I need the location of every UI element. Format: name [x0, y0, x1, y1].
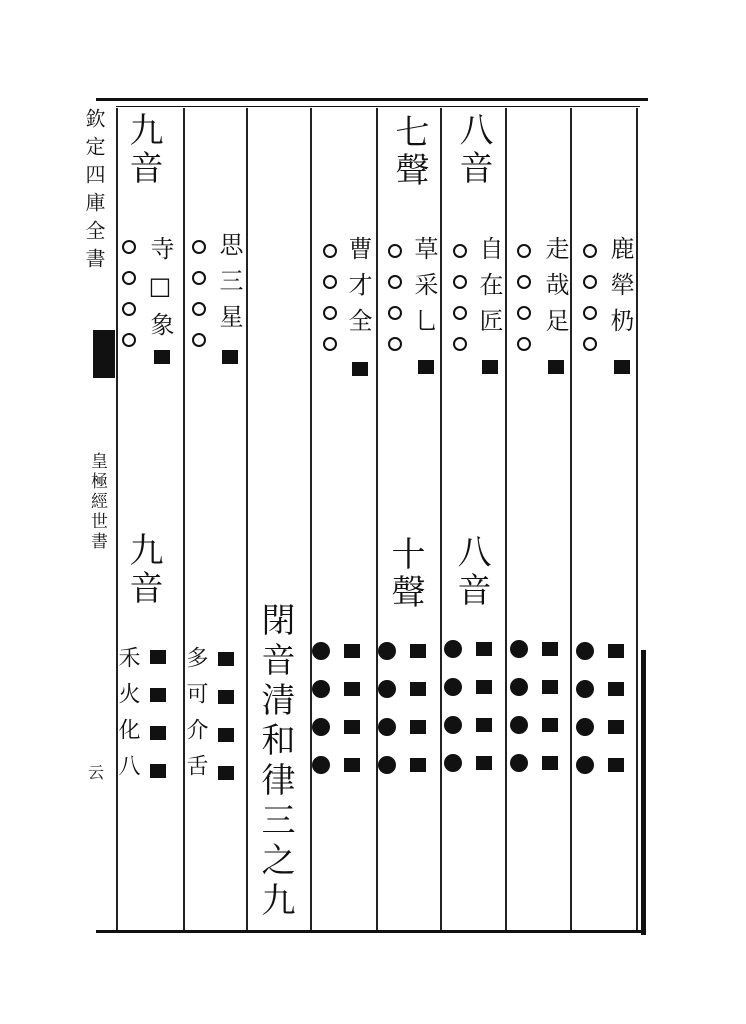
upper-heading-col6: 八音: [453, 112, 493, 188]
upper-heading-col5: 七聲: [389, 114, 429, 190]
square-mark: [344, 644, 360, 658]
square-mark: [410, 758, 426, 772]
square-mark-col8: [614, 360, 630, 374]
column-divider: [246, 108, 248, 930]
column-divider: [376, 108, 378, 930]
grid-lower-col6: [444, 640, 492, 772]
open-circle: [323, 244, 337, 258]
filled-circle: [510, 754, 528, 772]
filled-circle: [576, 680, 594, 698]
filled-circle: [378, 642, 396, 660]
square-mark: [410, 720, 426, 734]
square-mark-col1: [154, 350, 170, 364]
open-circle: [388, 337, 402, 351]
square-mark: [410, 682, 426, 696]
square-mark: [218, 652, 234, 666]
filled-circle: [576, 718, 594, 736]
open-circle: [517, 306, 531, 320]
open-circle: [583, 244, 597, 258]
open-circle: [453, 244, 467, 258]
lower-heading-col5: 十聲: [385, 536, 425, 612]
square-mark: [542, 642, 558, 656]
filled-circle: [312, 642, 330, 660]
column-divider: [570, 108, 572, 930]
square-mark: [608, 720, 624, 734]
column-divider: [505, 108, 507, 930]
circles-col4: [323, 244, 337, 351]
section-title: 皇極經世書: [87, 452, 107, 552]
circles-col7: [517, 244, 531, 351]
square-mark: [410, 644, 426, 658]
open-circle: [388, 244, 402, 258]
circles-col1: [122, 240, 136, 347]
open-circle: [517, 244, 531, 258]
glyphs-col5: 草采乚: [410, 236, 438, 344]
open-circle: [388, 306, 402, 320]
column-divider: [440, 108, 442, 930]
circles-col8: [583, 244, 597, 351]
square-mark: [344, 720, 360, 734]
glyphs-col1: 寺□象: [146, 236, 174, 348]
square-mark-col4: [352, 362, 368, 376]
glyphs-lower-col1: 禾火化八: [115, 646, 140, 790]
open-circle: [122, 333, 136, 347]
filled-circle: [444, 640, 462, 658]
filled-circle: [312, 718, 330, 736]
grid-lower-col5: [378, 642, 426, 774]
lower-heading-col1: 九音: [123, 532, 163, 608]
square-mark: [608, 758, 624, 772]
squares-lower-col1: [150, 650, 166, 778]
square-mark: [218, 690, 234, 704]
open-circle: [583, 337, 597, 351]
open-circle: [323, 306, 337, 320]
square-mark: [476, 642, 492, 656]
open-circle: [122, 302, 136, 316]
glyphs-col6: 自在匠: [475, 236, 503, 344]
square-mark: [476, 718, 492, 732]
filled-circle: [510, 640, 528, 658]
open-circle: [192, 240, 206, 254]
upper-heading-col1: 九音: [123, 112, 163, 188]
glyphs-col4: 曹才全: [344, 236, 372, 344]
column-divider: [310, 108, 312, 930]
grid-lower-col4: [312, 642, 360, 774]
square-mark: [476, 756, 492, 770]
square-mark-col5: [418, 360, 434, 374]
square-mark: [218, 766, 234, 780]
open-circle: [192, 271, 206, 285]
open-circle: [517, 337, 531, 351]
bottom-border: [96, 930, 644, 933]
filled-circle: [378, 718, 396, 736]
glyphs-col2: 思三星: [215, 232, 243, 340]
filled-circle: [312, 680, 330, 698]
lower-heading-col6: 八音: [451, 534, 491, 610]
open-circle: [453, 337, 467, 351]
open-circle: [192, 302, 206, 316]
open-circle: [583, 306, 597, 320]
square-mark-col7: [548, 360, 564, 374]
filled-circle: [312, 756, 330, 774]
open-circle: [453, 275, 467, 289]
open-circle: [323, 275, 337, 289]
frame-right-line: [636, 108, 638, 930]
section-heading: 閉音清和律三之九: [255, 602, 295, 922]
grid-lower-col7: [510, 640, 558, 772]
glyphs-lower-col2: 多可介舌: [183, 646, 208, 790]
square-mark: [476, 680, 492, 694]
square-mark: [344, 682, 360, 696]
filled-circle: [378, 756, 396, 774]
square-mark: [542, 756, 558, 770]
right-edge-bar: [641, 650, 646, 935]
square-mark: [542, 718, 558, 732]
frame-left-line: [116, 108, 118, 930]
square-mark: [150, 650, 166, 664]
square-mark: [542, 680, 558, 694]
open-circle: [323, 337, 337, 351]
open-circle: [583, 275, 597, 289]
filled-circle: [576, 642, 594, 660]
filled-circle: [444, 678, 462, 696]
square-mark: [150, 764, 166, 778]
open-circle: [453, 306, 467, 320]
filled-circle: [444, 716, 462, 734]
square-mark: [344, 758, 360, 772]
open-circle: [122, 240, 136, 254]
top-border: [96, 98, 648, 101]
open-circle: [122, 271, 136, 285]
glyphs-col7: 走哉足: [541, 236, 569, 344]
circles-col5: [388, 244, 402, 351]
filled-circle: [378, 680, 396, 698]
squares-lower-col2: [218, 652, 234, 780]
circles-col6: [453, 244, 467, 351]
filled-circle: [510, 716, 528, 734]
fishtail-mark: [93, 330, 115, 378]
square-mark: [150, 726, 166, 740]
square-mark: [150, 688, 166, 702]
circles-col2: [192, 240, 206, 347]
page-number: 云: [88, 763, 105, 782]
filled-circle: [576, 756, 594, 774]
square-mark-col2: [222, 350, 238, 364]
open-circle: [388, 275, 402, 289]
top-border-thin: [116, 106, 640, 107]
square-mark-col6: [482, 360, 498, 374]
square-mark: [218, 728, 234, 742]
filled-circle: [510, 678, 528, 696]
square-mark: [608, 682, 624, 696]
book-title: 欽定四庫全書: [82, 108, 106, 276]
open-circle: [517, 275, 531, 289]
glyphs-col8: 鹿犖㭁: [606, 236, 634, 344]
filled-circle: [444, 754, 462, 772]
grid-lower-col8: [576, 642, 624, 774]
open-circle: [192, 333, 206, 347]
square-mark: [608, 644, 624, 658]
column-divider: [183, 108, 185, 930]
